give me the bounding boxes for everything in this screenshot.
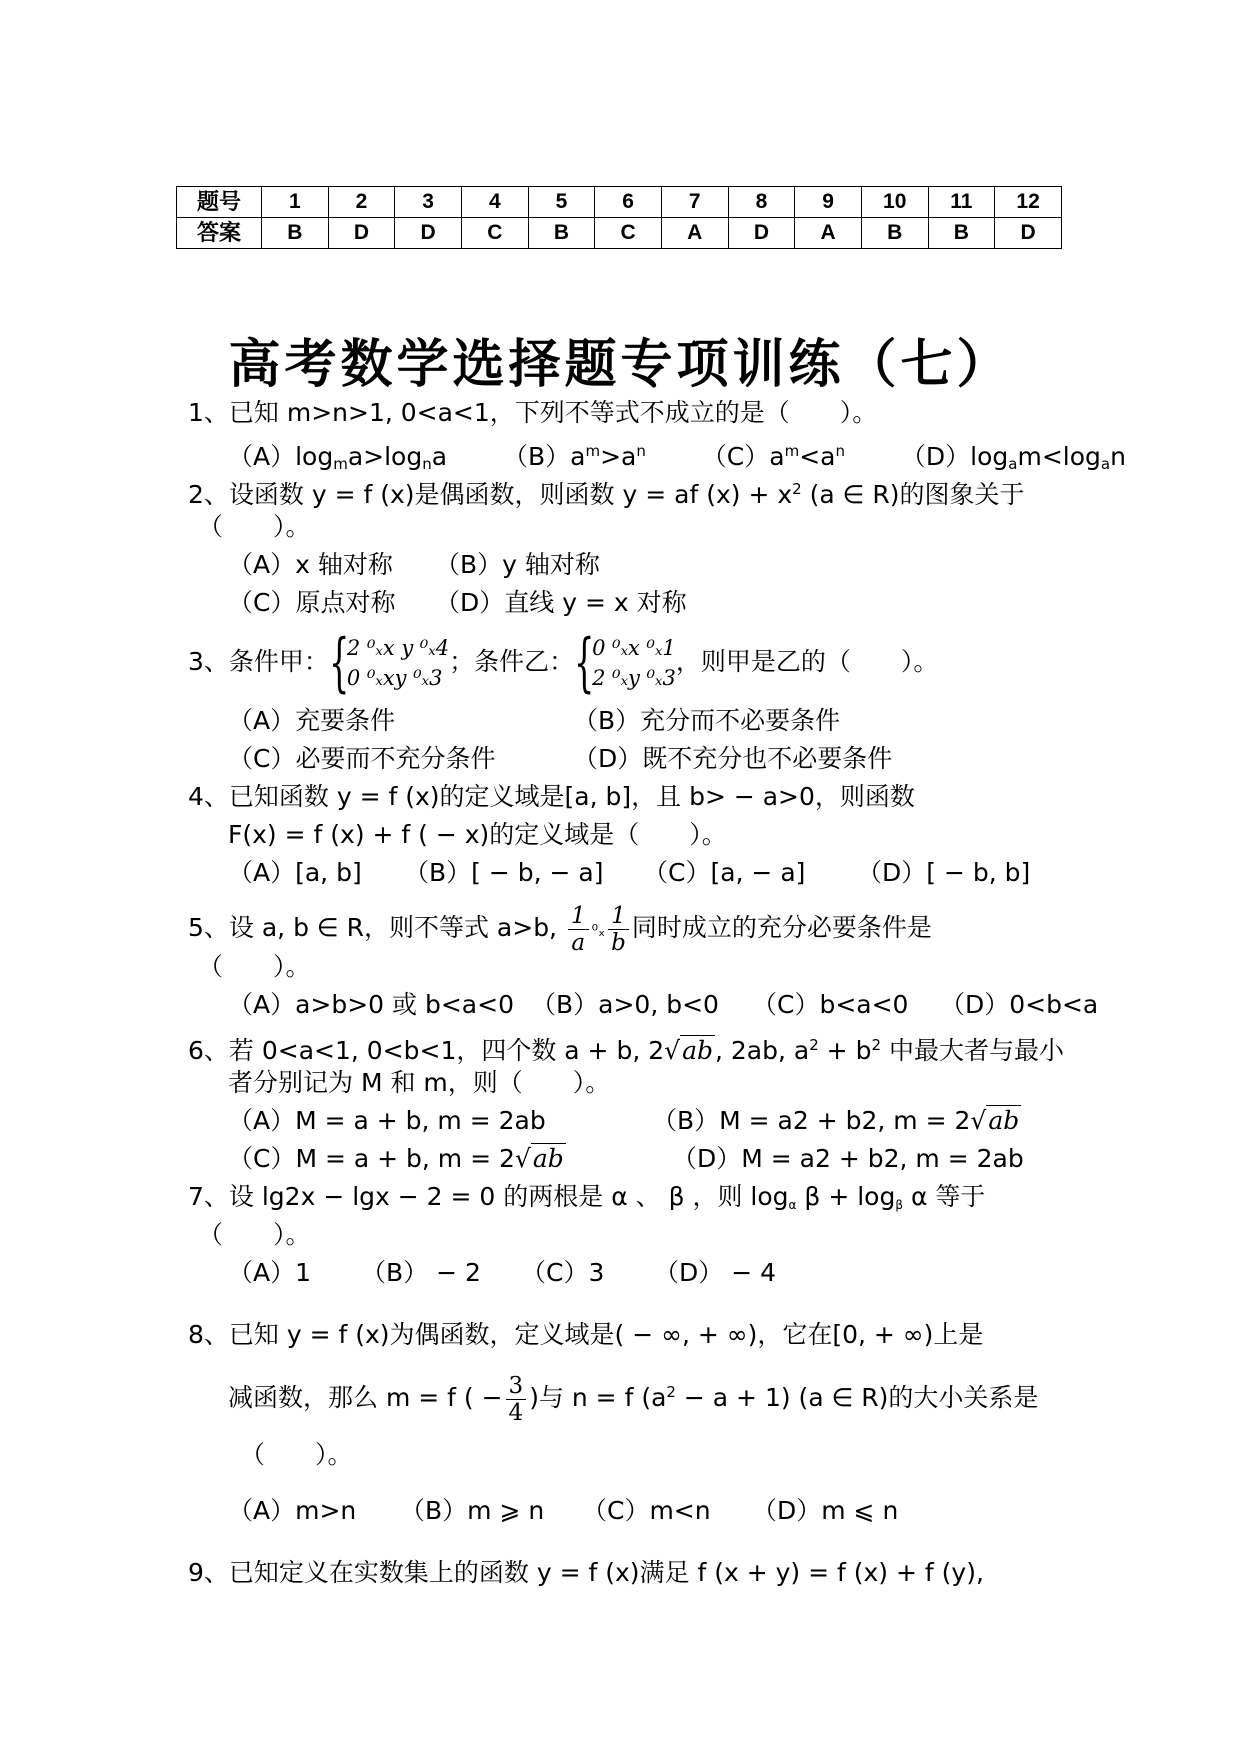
q1-option-d: $(D)\log_am<\log_an$	[900, 442, 1126, 473]
number-row-label: 题号	[177, 187, 262, 218]
answer-cell: A	[795, 218, 862, 249]
question-number-cell: 10	[861, 187, 928, 218]
q2-option-d: （D）直线 y = x 对称	[435, 588, 687, 617]
q7-option-b: （B） − 2	[361, 1258, 481, 1287]
q7-stem-paren: （ ）。	[198, 1220, 311, 1249]
answer-row-label: 答案	[177, 218, 262, 249]
q4-option-d: （D）[ − b, b]	[857, 858, 1031, 887]
sqrt-icon: √ab	[514, 1144, 564, 1173]
q8-option-b: （B）m ⩾ n	[400, 1496, 545, 1525]
q5-fraction-1-over-b: $\frac{1}{b}$	[608, 903, 629, 956]
answer-cell: D	[995, 218, 1062, 249]
answer-cell: B	[861, 218, 928, 249]
answer-table-answer-row	[177, 218, 1062, 249]
q3-option-b: （B）充分而不必要条件	[573, 706, 841, 735]
answer-cell: B	[262, 218, 329, 249]
q6-option-b: （B）M = a2 + b2, m = 2√ab	[652, 1106, 1020, 1135]
q6-option-d: （D）M = a2 + b2, m = 2ab	[672, 1144, 1024, 1173]
question-number-cell: 1	[262, 187, 329, 218]
q5-option-c: （C）b<a<0	[752, 990, 909, 1019]
answer-cell: C	[595, 218, 662, 249]
q7-option-d: （D） − 4	[654, 1258, 776, 1287]
q7-stem: 7、设 lg2x − lgx − 2 = 0 的两根是 α 、 β ，则 logα β + logβ α 等于	[188, 1182, 986, 1212]
answer-cell: D	[328, 218, 395, 249]
q1-option-a: $(A)\log_ma>\log_na$	[228, 442, 448, 473]
q7-option-c: （C）3	[521, 1258, 605, 1287]
q5-stem-paren: （ ）。	[198, 952, 311, 981]
q5-stem: 5、设 a, b ∈ R，则不等式 a>b, $\frac{1}{a}$ ⁰ₓ $\frac{1}{b}$ 同时成立的充分必要条件是	[188, 902, 932, 956]
q1-option-c: $(C)a^m<a^n$	[701, 442, 845, 471]
q6-stem-line1: 6、若 0<a<1, 0<b<1，四个数 a + b, 2√ab, 2ab, $a^2 + b^2$ 中最大者与最小	[188, 1036, 1064, 1065]
answer-cell: B	[528, 218, 595, 249]
q6-option-a: （A）M = a + b, m = 2ab	[228, 1106, 546, 1135]
question-number-cell: 4	[461, 187, 528, 218]
answer-cell: D	[728, 218, 795, 249]
q8-option-d: （D）m ⩽ n	[752, 1496, 899, 1525]
question-number-cell: 3	[395, 187, 462, 218]
question-number-cell: 9	[795, 187, 862, 218]
q8-fraction-3-over-4: $\frac{3}{4}$	[506, 1373, 527, 1426]
q8-option-c: （C）m<n	[582, 1496, 711, 1525]
q8-option-a: （A）m>n	[228, 1496, 357, 1525]
answer-cell: D	[395, 218, 462, 249]
q3-option-c: （C）必要而不充分条件	[228, 744, 496, 773]
q8-stem-line2: 减函数，那么 m = f ( − $\frac{3}{4}$ )与 n = f $(a^2 - a + 1)$ (a ∈ R)的大小关系是	[228, 1372, 1039, 1426]
q3-stem: 3、条件甲： { 2 ⁰ₓx y ⁰ₓ4 0 ⁰ₓxy ⁰ₓ3 ；条件乙： { 0 ⁰ₓx ⁰ₓ1 2 ⁰ₓy ⁰ₓ3 ，则甲是乙的（ ）。	[188, 626, 939, 700]
q5-option-b: （B）a>0, b<0	[531, 990, 719, 1019]
question-number-cell: 2	[328, 187, 395, 218]
answer-cell: C	[461, 218, 528, 249]
q5-fraction-1-over-a: $\frac{1}{a}$	[568, 903, 589, 956]
brace-icon: {	[574, 626, 595, 700]
q1-stem: 1、已知 m>n>1, 0<a<1，下列不等式不成立的是（ ）。	[188, 398, 878, 427]
q5-option-d: （D）0<b<a	[940, 990, 1099, 1019]
q3-option-d: （D）既不充分也不必要条件	[573, 744, 893, 773]
q4-option-a: （A）[a, b]	[228, 858, 362, 887]
answer-table-number-row	[177, 187, 1062, 218]
q4-stem-line1: 4、已知函数 y = f (x)的定义域是[a, b]，且 b> − a>0，则函数	[188, 782, 915, 811]
q2-stem: 2、设函数 y = f (x)是偶函数，则函数 y = af $(x) + x^2$ (a ∈ R)的图象关于	[188, 480, 1025, 509]
q4-stem-line2: F(x) = f (x) + f ( − x)的定义域是（ ）。	[228, 820, 727, 849]
answer-cell: A	[661, 218, 728, 249]
q6-stem-line2: 者分别记为 M 和 m，则（ ）。	[228, 1068, 611, 1097]
page-title: 高考数学选择题专项训练（七）	[228, 334, 1013, 395]
question-number-cell: 7	[661, 187, 728, 218]
q3-condition-a-system: { 2 ⁰ₓx y ⁰ₓ4 0 ⁰ₓxy ⁰ₓ3	[328, 626, 450, 700]
q9-stem: 9、已知定义在实数集上的函数 y = f (x)满足 f (x + y) = f (x) + f (y),	[188, 1558, 984, 1587]
q2-option-b: （B）y 轴对称	[435, 550, 600, 579]
q5-option-a: （A）a>b>0 或 b<a<0	[228, 990, 514, 1019]
q3-option-a: （A）充要条件	[228, 706, 396, 735]
sqrt-icon: √ab	[664, 1036, 713, 1065]
q2-option-a: （A）x 轴对称	[228, 550, 393, 579]
brace-icon: {	[328, 626, 350, 700]
q6-option-c: （C）M = a + b, m = 2√ab	[228, 1144, 564, 1173]
q1-option-b: $(B)a^m>a^n$	[502, 442, 646, 471]
q7-option-a: （A）1	[228, 1258, 312, 1287]
answer-cell: B	[928, 218, 995, 249]
sqrt-icon: √ab	[970, 1106, 1020, 1135]
q4-option-c: （C）[a, − a]	[643, 858, 806, 887]
q2-option-c: （C）原点对称	[228, 588, 396, 617]
q8-stem-line1: 8、已知 y = f (x)为偶函数，定义域是( − ∞, + ∞)，它在[0, + ∞)上是	[188, 1320, 984, 1349]
q2-stem-paren: （ ）。	[198, 512, 311, 541]
q4-option-b: （B）[ − b, − a]	[404, 858, 604, 887]
question-number-cell: 8	[728, 187, 795, 218]
question-number-cell: 6	[595, 187, 662, 218]
question-number-cell: 5	[528, 187, 595, 218]
question-number-cell: 11	[928, 187, 995, 218]
q3-condition-b-system: { 0 ⁰ₓx ⁰ₓ1 2 ⁰ₓy ⁰ₓ3	[574, 626, 676, 700]
answer-table	[176, 186, 1062, 249]
q8-stem-paren: （ ）。	[240, 1440, 353, 1469]
question-number-cell: 12	[995, 187, 1062, 218]
